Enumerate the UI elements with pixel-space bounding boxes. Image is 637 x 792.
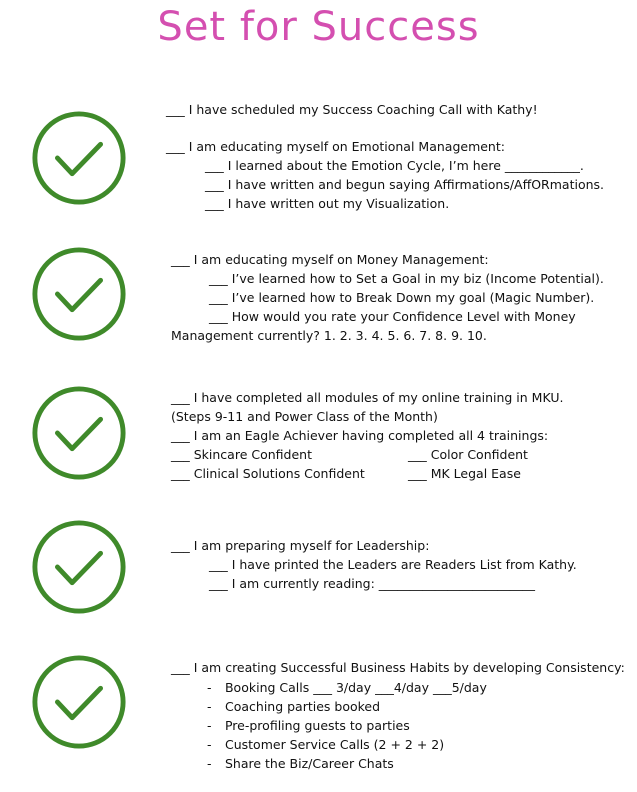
checklist-subitem: ___ I have written out my Visualization. (205, 196, 450, 211)
checklist-continuation: (Steps 9-11 and Power Class of the Month) (171, 409, 438, 424)
bullet-text: Share the Biz/Career Chats (224, 756, 394, 771)
checklist-item: ___ I have completed all modules of my online training in MKU. (171, 390, 564, 405)
checklist-item: ___ I am an Eagle Achiever having completed all 4 trainings: (171, 428, 549, 443)
bullet-item (207, 737, 444, 753)
bullet-item (207, 699, 380, 715)
checklist-subitem: ___ I’ve learned how to Break Down my goal (Magic Number). (209, 290, 595, 305)
checklist-item: ___ I am creating Successful Business Habits by developing Consistency: (171, 660, 625, 675)
check-circle-icon (30, 384, 128, 482)
checklist-item: ___ I am educating myself on Emotional Management: (166, 139, 505, 154)
bullet-text: Customer Service Calls (2 + 2 + 2) (224, 737, 445, 752)
bullet-text: Booking Calls ___ 3/day ___4/day ___5/day (224, 680, 487, 695)
checklist-item: ___ I have scheduled my Success Coaching Call with Kathy! (166, 102, 538, 117)
bullet-item (207, 680, 487, 696)
check-circle-icon (30, 109, 128, 207)
bullet-item (207, 756, 394, 772)
checklist-subitem: ___ I have printed the Leaders are Readers List from Kathy. (209, 557, 577, 572)
checklist-subitem: ___ I learned about the Emotion Cycle, I’m here ____________. (205, 158, 584, 173)
bullet-dash: - (207, 756, 212, 771)
checklist-subitem: ___ I’ve learned how to Set a Goal in my biz (Income Potential). (209, 271, 604, 286)
checklist-subitem: ___ I am currently reading: _________________________ (209, 576, 536, 591)
checklist-subitem: ___ Color Confident (408, 447, 528, 462)
checklist-subitem: ___ Skincare Confident (171, 447, 312, 462)
check-circle-icon (30, 518, 128, 616)
checklist-subitem: ___ I have written and begun saying Affirmations/AffORmations. (205, 177, 605, 192)
checklist-item: ___ I am educating myself on Money Management: (171, 252, 489, 267)
checklist-item: ___ I am preparing myself for Leadership: (171, 538, 430, 553)
bullet-dash: - (207, 718, 212, 733)
check-circle-icon (30, 653, 128, 751)
bullet-dash: - (207, 680, 212, 695)
checklist-continuation: Management currently? 1. 2. 3. 4. 5. 6. 7. 8. 9. 10. (171, 328, 487, 343)
bullet-text: Coaching parties booked (224, 699, 381, 714)
checklist-subitem: ___ Clinical Solutions Confident (171, 466, 365, 481)
bullet-item (207, 718, 410, 734)
bullet-dash: - (207, 737, 212, 752)
checklist-subitem: ___ How would you rate your Confidence Level with Money (209, 309, 576, 324)
bullet-text: Pre-profiling guests to parties (224, 718, 410, 733)
bullet-dash: - (207, 699, 212, 714)
page-title: Set for Success (157, 4, 480, 50)
check-circle-icon (30, 245, 128, 343)
checklist-subitem: ___ MK Legal Ease (408, 466, 521, 481)
